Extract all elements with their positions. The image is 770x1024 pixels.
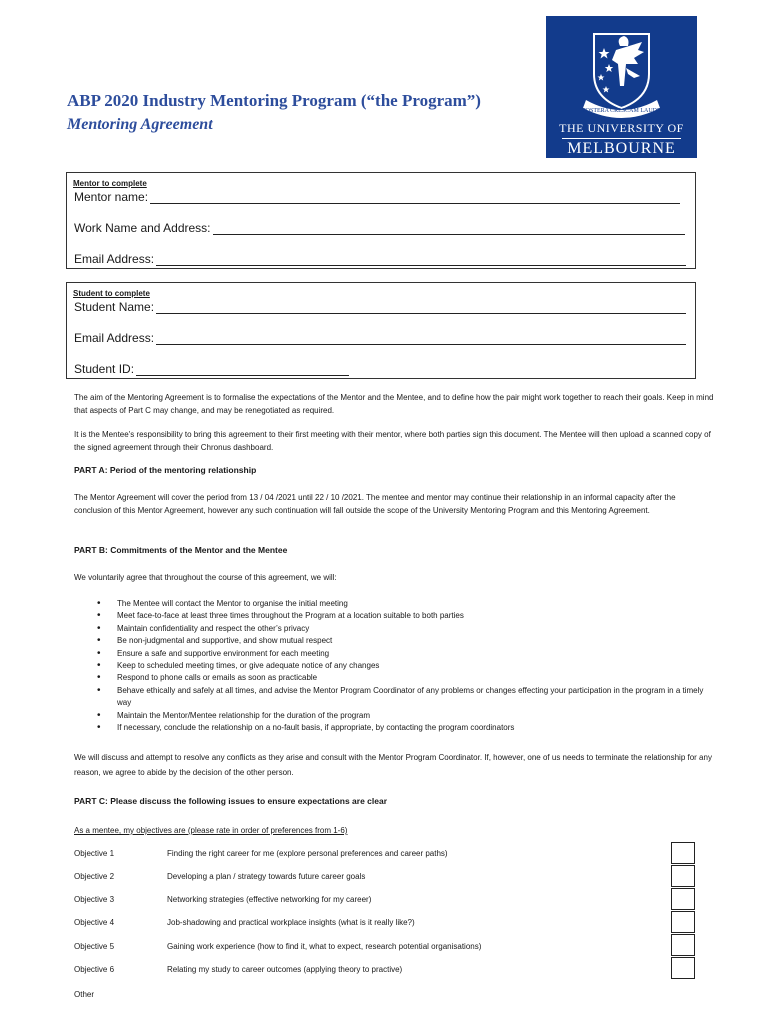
document-title: ABP 2020 Industry Mentoring Program (“the Program”) [67, 91, 481, 110]
motto-text: POSTERA CRESCAM LAUDE [582, 108, 661, 114]
mentor-name-field[interactable] [74, 190, 680, 204]
student-email-label: Email Address: [74, 331, 155, 345]
rank-box-objective-3[interactable] [671, 888, 695, 910]
mentor-section [66, 172, 696, 269]
objective-label: Objective 6 [74, 965, 115, 974]
objective-text: Gaining work experience (how to find it, what to expect, research potential organisations) [167, 942, 482, 951]
student-id-label: Student ID: [74, 362, 135, 376]
objective-row-2 [74, 872, 365, 881]
part-a-heading: PART A: Period of the mentoring relationship [74, 465, 257, 475]
crest-icon [546, 16, 697, 120]
logo-melbourne: MELBOURNE [567, 140, 676, 157]
objective-text: Networking strategies (effective networking for my career) [167, 895, 372, 904]
part-b-heading: PART B: Commitments of the Mentor and the Mentee [74, 545, 288, 555]
student-id-line[interactable] [136, 364, 349, 376]
objective-text: Relating my study to career outcomes (applying theory to practive) [167, 965, 403, 974]
student-name-label: Student Name: [74, 300, 155, 314]
student-id-field[interactable] [74, 362, 349, 376]
logo-university-of: THE UNIVERSITY OF [559, 121, 684, 135]
list-item: • Keep to scheduled meeting times, or give adequate notice of any changes [97, 660, 717, 672]
rank-box-objective-2[interactable] [671, 865, 695, 887]
objective-other-label: Other [74, 990, 95, 999]
objective-text: Developing a plan / strategy towards future career goals [167, 872, 366, 881]
objective-label: Objective 4 [74, 918, 115, 927]
part-a-text: The Mentor Agreement will cover the period from 13 / 04 /2021 until 22 / 10 /2021. The mentee and mentor may continue their relationship in an informal capacity after the conclusion of this Mentor Agreement, however any such continuation will fall outside the scope of the University Mentoring Program and this Mentoring Agreement. [74, 493, 676, 515]
list-item: • If necessary, conclude the relationship on a no-fault basis, if appropriate, by contacting the program coordinators [97, 722, 717, 734]
rank-box-objective-4[interactable] [671, 911, 695, 933]
document-subtitle: Mentoring Agreement [67, 116, 213, 133]
student-name-field[interactable] [74, 300, 686, 314]
objective-label: Objective 5 [74, 942, 115, 951]
list-item: • Maintain the Mentor/Mentee relationship for the duration of the program [97, 710, 717, 722]
part-c-heading: PART C: Please discuss the following issues to ensure expectations are clear [74, 796, 388, 806]
list-item: • Meet face-to-face at least three times throughout the Program at a location suitable to both parties [97, 610, 717, 622]
student-section [66, 282, 696, 379]
student-email-line[interactable] [156, 333, 686, 345]
list-item: • Be non-judgmental and supportive, and show mutual respect [97, 635, 717, 647]
student-name-line[interactable] [156, 302, 686, 314]
list-item: • Respond to phone calls or emails as soon as practicable [97, 672, 717, 684]
rank-box-objective-6[interactable] [671, 957, 695, 979]
list-item: • Maintain confidentiality and respect the other’s privacy [97, 623, 717, 635]
mentor-work-address-line[interactable] [213, 223, 685, 235]
list-item: • Behave ethically and safely at all times, and advise the Mentor Program Coordinator of any problems or changes effecting your participation in the program in a timely way [97, 685, 717, 710]
rank-box-objective-5[interactable] [671, 934, 695, 956]
student-section-label: Student to complete [73, 289, 150, 298]
mentor-work-address-label: Work Name and Address: [74, 221, 211, 235]
objective-row-3 [74, 895, 371, 904]
mentor-name-line[interactable] [150, 192, 680, 204]
mentor-email-line[interactable] [156, 254, 686, 266]
mentor-name-label: Mentor name: [74, 190, 149, 204]
intro-paragraph-2: It is the Mentee's responsibility to bring this agreement to their first meeting with their mentor, where both parties sign this document. The Mentee will then upload a scanned copy of the signed agreement through their Chronus dashboard. [74, 430, 711, 452]
objective-label: Objective 2 [74, 872, 115, 881]
student-email-field[interactable] [74, 331, 686, 345]
objective-text: Job-shadowing and practical workplace insights (what is it really like?) [167, 918, 415, 927]
part-b-intro: We voluntarily agree that throughout the course of this agreement, we will: [74, 573, 337, 582]
mentor-email-field[interactable] [74, 252, 686, 266]
objective-row-1 [74, 849, 448, 858]
university-logo [546, 16, 697, 158]
mentor-work-address-field[interactable] [74, 221, 685, 235]
objective-row-5 [74, 942, 481, 951]
intro-paragraph-1: The aim of the Mentoring Agreement is to formalise the expectations of the Mentor and the Mentee, and to define how the pair might work together to reach their goals. Keep in mind that aspects of Part C may change, and may be renegotiated as required. [74, 393, 714, 415]
objective-row-6 [74, 965, 402, 974]
objectives-heading: As a mentee, my objectives are (please rate in order of preferences from 1-6) [74, 826, 348, 835]
list-item: • The Mentee will contact the Mentor to organise the initial meeting [97, 598, 717, 610]
objective-row-4 [74, 918, 415, 927]
objective-label: Objective 1 [74, 849, 115, 858]
commitments-list [97, 598, 717, 734]
rank-box-objective-1[interactable] [671, 842, 695, 864]
list-item: • Ensure a safe and supportive environment for each meeting [97, 648, 717, 660]
part-b-closing: We will discuss and attempt to resolve any conflicts as they arise and consult with the Mentor Program Coordinator. If, however, one of us needs to terminate the relationship for any reason, we agree to abide by the decision of the other person. [74, 753, 712, 777]
mentor-email-label: Email Address: [74, 252, 155, 266]
objective-label: Objective 3 [74, 895, 115, 904]
mentor-section-label: Mentor to complete [73, 179, 147, 188]
objective-text: Finding the right career for me (explore personal preferences and career paths) [167, 849, 448, 858]
logo-divider [562, 138, 681, 139]
